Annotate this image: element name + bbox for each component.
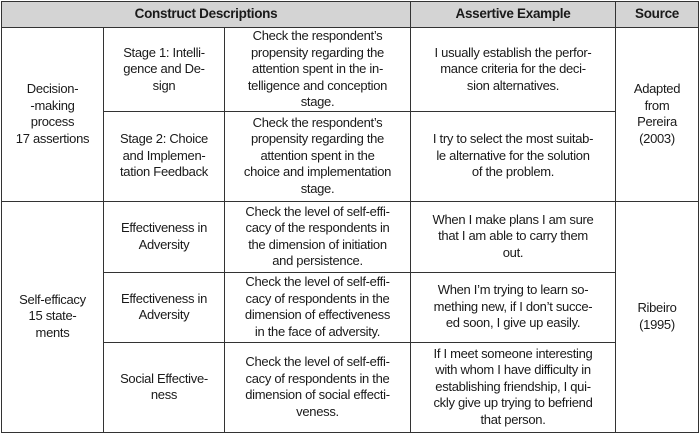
table-row [2,28,699,112]
group-name: Self-efficacy 15 state- ments [2,201,104,432]
dimension-cell: Effectiveness in Adversity [104,201,225,272]
table-row [2,201,699,272]
header-row [2,2,699,28]
example-cell: If I meet someone interesting with whom I have difficulty in establishing friendship, I qui- ckly give up trying to befriend that person. [411,342,616,432]
dimension-cell: Stage 2: Choice and Implemen- tation Feedback [104,111,225,201]
example-cell: When I’m trying to learn so- mething new, if I don’t succe- ed soon, I give up easily. [411,272,616,342]
dimension-cell: Stage 1: Intelli- gence and De- sign [104,28,225,112]
example-cell: I try to select the most suitab- le alternative for the solution of the problem. [411,111,616,201]
description-cell: Check the level of self-effi- cacy of respondents in the dimension of social effecti- veness. [225,342,411,432]
header-source: Source [616,2,699,28]
description-cell: Check the respondent’s propensity regarding the attention spent in the in- telligence and conception stage. [225,28,411,112]
source-cell: Ribeiro (1995) [616,201,699,432]
source-cell: Adapted from Pereira (2003) [616,28,699,202]
dimension-cell: Effectiveness in Adversity [104,272,225,342]
description-cell: Check the level of self-effi- cacy of respondents in the dimension of effectiveness in the face of adversity. [225,272,411,342]
table-row [2,342,699,432]
header-construct: Construct Descriptions [2,2,411,28]
example-cell: When I make plans I am sure that I am able to carry them out. [411,201,616,272]
table-row [2,111,699,201]
description-cell: Check the level of self-effi- cacy of the respondents in the dimension of initiation and persistence. [225,201,411,272]
table-row [2,272,699,342]
dimension-cell: Social Effective- ness [104,342,225,432]
description-cell: Check the respondent’s propensity regarding the attention spent in the choice and implementation stage. [225,111,411,201]
example-cell: I usually establish the perfor- mance criteria for the deci- sion alternatives. [411,28,616,112]
constructs-table [1,1,699,433]
group-name: Decision- -making process 17 assertions [2,28,104,202]
header-example: Assertive Example [411,2,616,28]
